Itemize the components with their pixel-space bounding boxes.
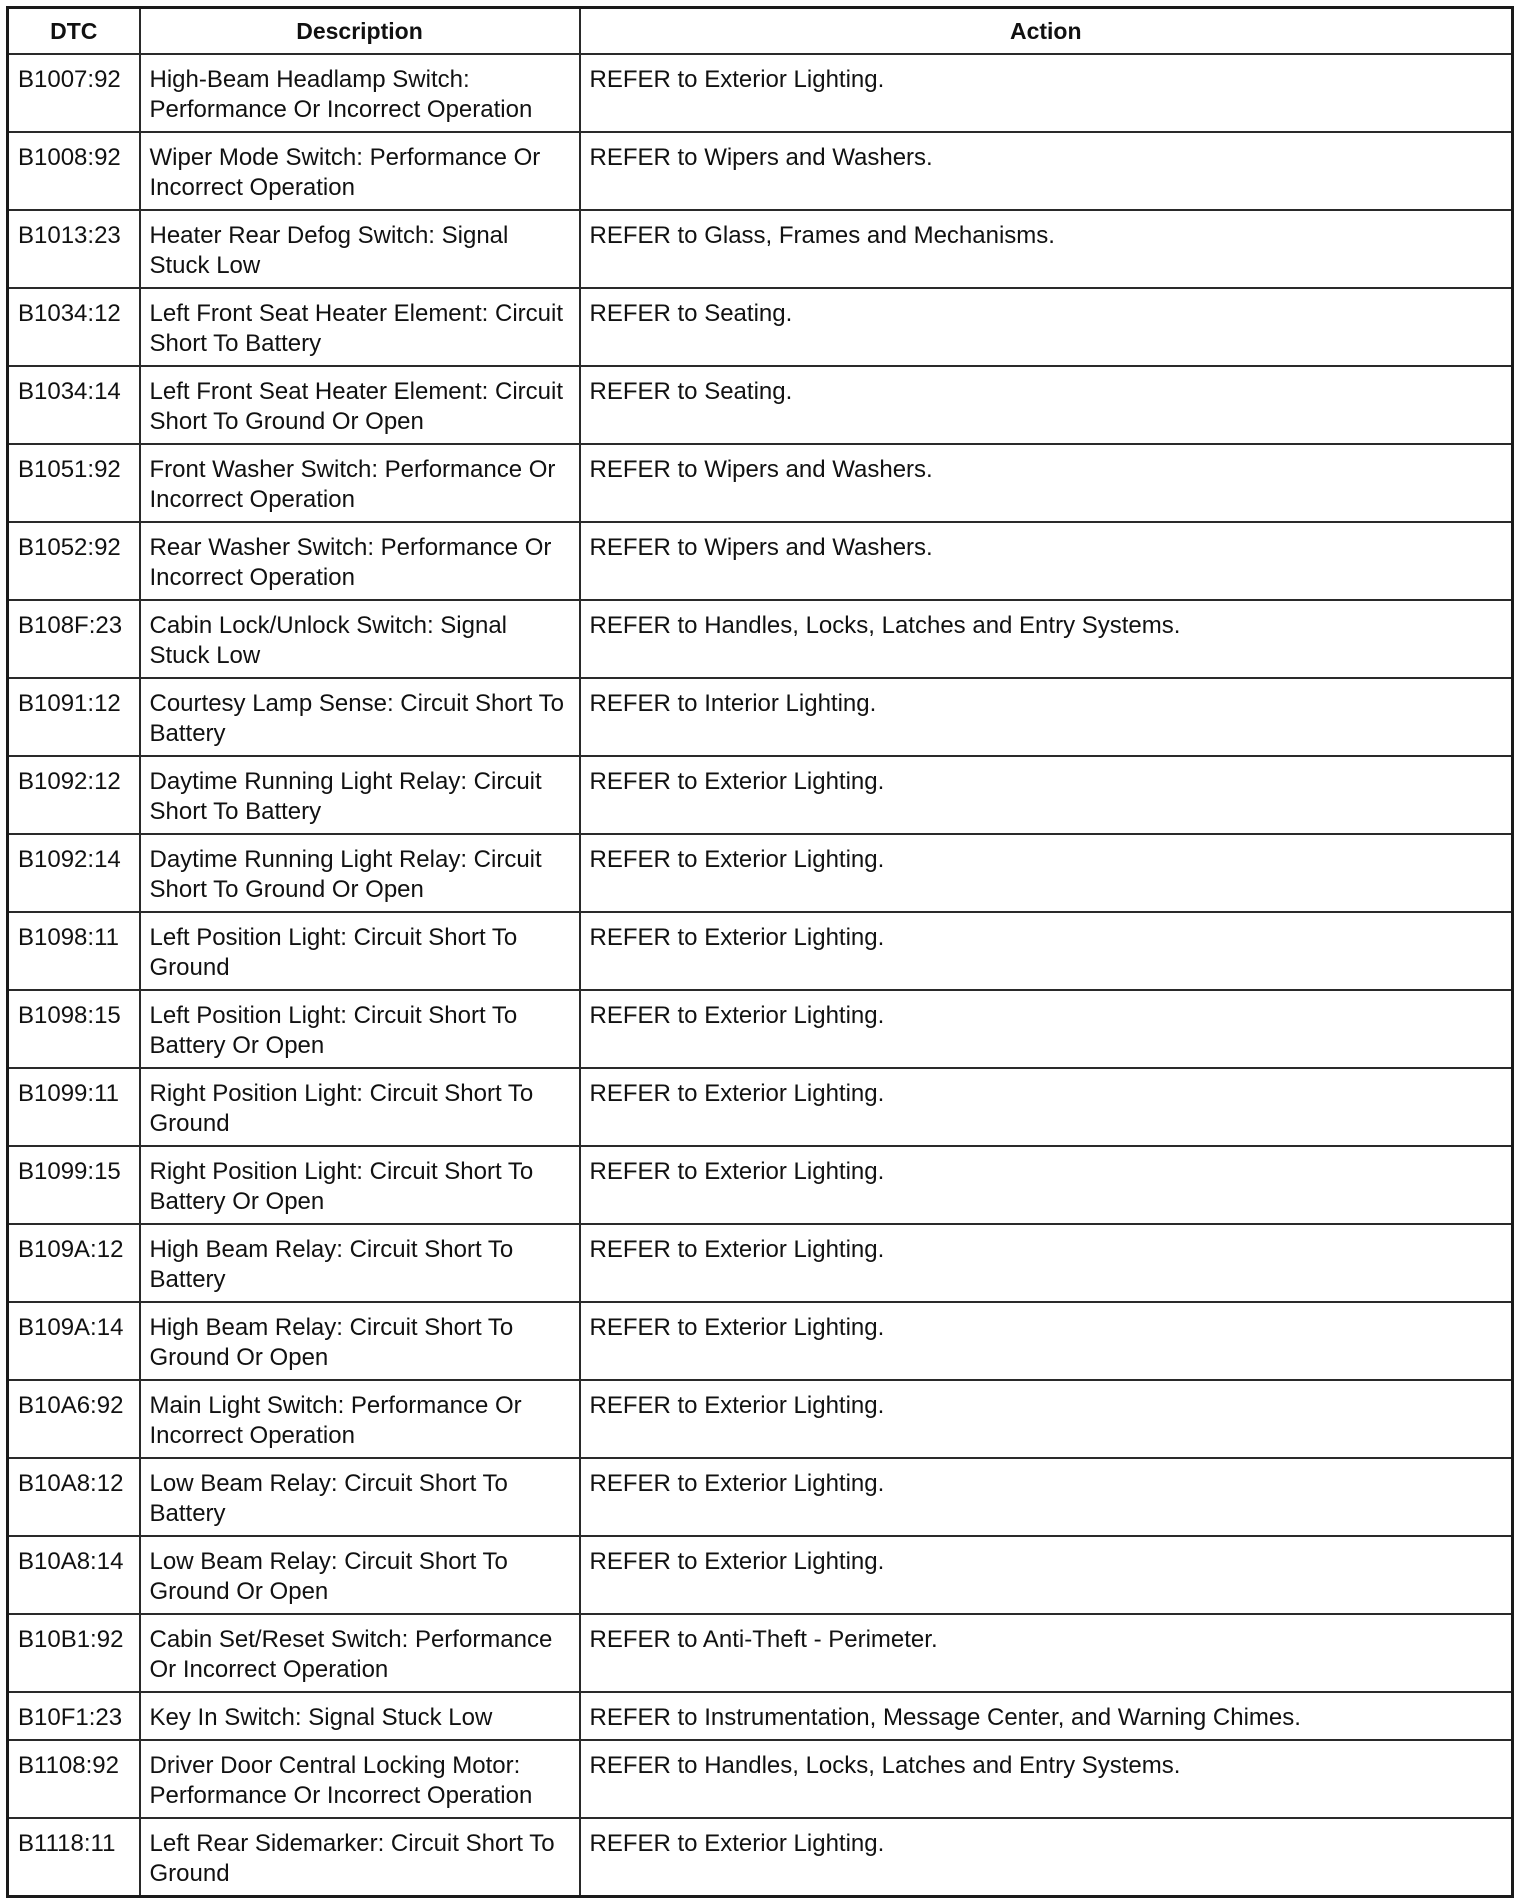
dtc-code: B109A:14	[8, 1302, 140, 1380]
dtc-code: B1052:92	[8, 522, 140, 600]
header-action: Action	[580, 8, 1513, 55]
dtc-description: Daytime Running Light Relay: Circuit Short To Battery	[140, 756, 580, 834]
table-row	[8, 1818, 1513, 1896]
header-description: Description	[140, 8, 580, 55]
dtc-code: B10F1:23	[8, 1692, 140, 1740]
dtc-code: B1013:23	[8, 210, 140, 288]
dtc-action: REFER to Exterior Lighting.	[580, 1380, 1513, 1458]
dtc-code: B1108:92	[8, 1740, 140, 1818]
table-row	[8, 444, 1513, 522]
dtc-code: B109A:12	[8, 1224, 140, 1302]
dtc-action: REFER to Exterior Lighting.	[580, 912, 1513, 990]
table-body	[8, 54, 1513, 1896]
dtc-code: B1051:92	[8, 444, 140, 522]
dtc-description: Left Front Seat Heater Element: Circuit Short To Ground Or Open	[140, 366, 580, 444]
dtc-code: B10B1:92	[8, 1614, 140, 1692]
dtc-description: Rear Washer Switch: Performance Or Incorrect Operation	[140, 522, 580, 600]
dtc-code: B1007:92	[8, 54, 140, 132]
dtc-description: High Beam Relay: Circuit Short To Battery	[140, 1224, 580, 1302]
dtc-description: High-Beam Headlamp Switch: Performance Or Incorrect Operation	[140, 54, 580, 132]
dtc-code: B108F:23	[8, 600, 140, 678]
dtc-action: REFER to Exterior Lighting.	[580, 1458, 1513, 1536]
dtc-code: B1008:92	[8, 132, 140, 210]
table-row	[8, 1536, 1513, 1614]
dtc-action: REFER to Exterior Lighting.	[580, 990, 1513, 1068]
dtc-code: B1092:14	[8, 834, 140, 912]
dtc-description: Low Beam Relay: Circuit Short To Battery	[140, 1458, 580, 1536]
dtc-code: B1034:14	[8, 366, 140, 444]
dtc-table	[6, 6, 1514, 1898]
table-row	[8, 1380, 1513, 1458]
dtc-action: REFER to Exterior Lighting.	[580, 1536, 1513, 1614]
dtc-description: Wiper Mode Switch: Performance Or Incorrect Operation	[140, 132, 580, 210]
header-dtc: DTC	[8, 8, 140, 55]
dtc-code: B10A6:92	[8, 1380, 140, 1458]
table-row	[8, 1146, 1513, 1224]
dtc-description: Left Front Seat Heater Element: Circuit Short To Battery	[140, 288, 580, 366]
dtc-action: REFER to Exterior Lighting.	[580, 1146, 1513, 1224]
dtc-action: REFER to Exterior Lighting.	[580, 1302, 1513, 1380]
dtc-description: Left Rear Sidemarker: Circuit Short To Ground	[140, 1818, 580, 1896]
dtc-description: Front Washer Switch: Performance Or Incorrect Operation	[140, 444, 580, 522]
dtc-description: Cabin Lock/Unlock Switch: Signal Stuck Low	[140, 600, 580, 678]
dtc-description: High Beam Relay: Circuit Short To Ground Or Open	[140, 1302, 580, 1380]
dtc-code: B1099:11	[8, 1068, 140, 1146]
dtc-action: REFER to Wipers and Washers.	[580, 444, 1513, 522]
table-row	[8, 1614, 1513, 1692]
dtc-description: Key In Switch: Signal Stuck Low	[140, 1692, 580, 1740]
table-row	[8, 1740, 1513, 1818]
dtc-code: B1098:15	[8, 990, 140, 1068]
dtc-action: REFER to Instrumentation, Message Center, and Warning Chimes.	[580, 1692, 1513, 1740]
table-row	[8, 1068, 1513, 1146]
dtc-action: REFER to Exterior Lighting.	[580, 756, 1513, 834]
dtc-description: Cabin Set/Reset Switch: Performance Or Incorrect Operation	[140, 1614, 580, 1692]
table-row	[8, 366, 1513, 444]
table-row	[8, 912, 1513, 990]
dtc-code: B1034:12	[8, 288, 140, 366]
dtc-action: REFER to Exterior Lighting.	[580, 1068, 1513, 1146]
dtc-description: Main Light Switch: Performance Or Incorrect Operation	[140, 1380, 580, 1458]
table-header	[8, 8, 1513, 55]
dtc-action: REFER to Interior Lighting.	[580, 678, 1513, 756]
dtc-description: Left Position Light: Circuit Short To Ground	[140, 912, 580, 990]
dtc-description: Daytime Running Light Relay: Circuit Short To Ground Or Open	[140, 834, 580, 912]
table-row	[8, 600, 1513, 678]
dtc-action: REFER to Handles, Locks, Latches and Entry Systems.	[580, 600, 1513, 678]
table-row	[8, 756, 1513, 834]
table-row	[8, 1458, 1513, 1536]
dtc-action: REFER to Anti-Theft - Perimeter.	[580, 1614, 1513, 1692]
table-row	[8, 522, 1513, 600]
dtc-action: REFER to Glass, Frames and Mechanisms.	[580, 210, 1513, 288]
dtc-action: REFER to Wipers and Washers.	[580, 522, 1513, 600]
dtc-code: B1098:11	[8, 912, 140, 990]
dtc-action: REFER to Seating.	[580, 366, 1513, 444]
dtc-action: REFER to Exterior Lighting.	[580, 54, 1513, 132]
dtc-action: REFER to Exterior Lighting.	[580, 834, 1513, 912]
dtc-description: Low Beam Relay: Circuit Short To Ground Or Open	[140, 1536, 580, 1614]
dtc-action: REFER to Handles, Locks, Latches and Entry Systems.	[580, 1740, 1513, 1818]
dtc-code: B10A8:14	[8, 1536, 140, 1614]
dtc-action: REFER to Seating.	[580, 288, 1513, 366]
dtc-description: Right Position Light: Circuit Short To Ground	[140, 1068, 580, 1146]
dtc-description: Courtesy Lamp Sense: Circuit Short To Battery	[140, 678, 580, 756]
dtc-code: B1118:11	[8, 1818, 140, 1896]
dtc-code: B1091:12	[8, 678, 140, 756]
dtc-description: Driver Door Central Locking Motor: Performance Or Incorrect Operation	[140, 1740, 580, 1818]
table-row	[8, 54, 1513, 132]
dtc-code: B1099:15	[8, 1146, 140, 1224]
header-row	[8, 8, 1513, 55]
table-row	[8, 678, 1513, 756]
dtc-description: Heater Rear Defog Switch: Signal Stuck Low	[140, 210, 580, 288]
dtc-code: B10A8:12	[8, 1458, 140, 1536]
dtc-description: Left Position Light: Circuit Short To Battery Or Open	[140, 990, 580, 1068]
table-row	[8, 288, 1513, 366]
table-row	[8, 834, 1513, 912]
dtc-action: REFER to Wipers and Washers.	[580, 132, 1513, 210]
table-row	[8, 1692, 1513, 1740]
table-row	[8, 132, 1513, 210]
dtc-code: B1092:12	[8, 756, 140, 834]
table-row	[8, 990, 1513, 1068]
dtc-action: REFER to Exterior Lighting.	[580, 1224, 1513, 1302]
dtc-description: Right Position Light: Circuit Short To Battery Or Open	[140, 1146, 580, 1224]
table-row	[8, 1302, 1513, 1380]
dtc-action: REFER to Exterior Lighting.	[580, 1818, 1513, 1896]
table-row	[8, 1224, 1513, 1302]
table-row	[8, 210, 1513, 288]
